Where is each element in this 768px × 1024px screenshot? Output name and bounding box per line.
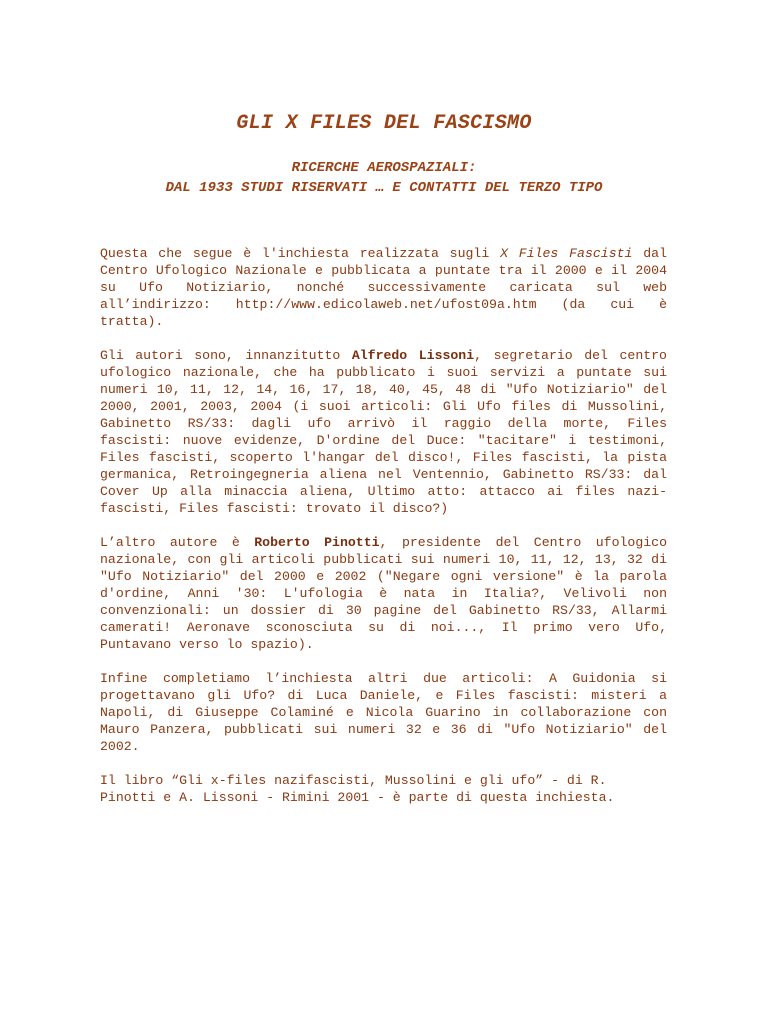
paragraph-author-lissoni [100, 347, 667, 517]
paragraph-book: Il libro “Gli x-files nazifascisti, Mussolini e gli ufo” - di R. Pinotti e A. Lissoni - Rimini 2001 - è parte di questa inchiesta. [100, 773, 615, 805]
paragraph-intro [100, 245, 667, 330]
paragraph-text: , segretario del centro ufologico nazionale, che ha pubblicato i suoi servizi a puntate sui numeri 10, 11, 12, 14, 16, 17, 18, 40, 45, 48 di "Ufo Notiziario" del 2000, 2001, 2003, 2004 (i suoi articoli: Gli Ufo files di Mussolini, Gabinetto RS/33: dagli ufo arrivò il raggio della morte, Files fascisti: nuove evidenze, D'ordine del Duce: "tacitare" i testimoni, Files fascisti, scoperto l'hangar del disco!, Files fascisti, la pista germanica, Retroingegneria aliena nel Ventennio, Gabinetto RS/33: dal Cover Up alla minaccia aliena, Ultimo atto: attacco ai files nazi-fascisti, Files fascisti: trovato il disco?) [100, 348, 667, 516]
paragraph-other-articles: Infine completiamo l’inchiesta altri due articoli: A Guidonia si progettavano gli Ufo? di Luca Daniele, e Files fascisti: misteri a Napoli, di Giuseppe Colaminé e Nicola Guarino in collaborazione con Mauro Panzera, pubblicati sui numeri 32 e 36 di "Ufo Notiziario" del 2002. [100, 671, 667, 754]
emphasis-text: X Files Fascisti [500, 246, 633, 261]
document-subtitle-line1: RICERCHE AEROSPAZIALI: [291, 160, 477, 176]
document-title: GLI X FILES DEL FASCISMO [236, 112, 532, 135]
document-subtitle-line2: DAL 1933 STUDI RISERVATI … E CONTATTI DEL TERZO TIPO [165, 180, 603, 196]
paragraph-text: Questa che segue è l'inchiesta realizzata sugli [100, 246, 501, 261]
document-body [100, 245, 667, 823]
paragraph-text: , presidente del Centro ufologico nazionale, con gli articoli pubblicati sui numeri 10, 11, 12, 13, 32 di "Ufo Notiziario" del 2000 e 2002 ("Negare ogni versione" è la parola d'ordine, Anni '30: L'ufologia è nata in Italia?, Velivoli non convenzionali: un dossier di 30 pagine del Gabinetto RS/33, Allarmi camerati! Aeronave sconosciuta su di noi..., Il primo vero Ufo, Puntavano verso lo spazio). [100, 535, 667, 652]
paragraph-text: Gli autori sono, innanzitutto [100, 348, 352, 363]
paragraph-text: dal Centro Ufologico Nazionale e pubblicata a puntate tra il 2000 e il 2004 su Ufo Notiziario, nonché successivamente caricata sul web all’indirizzo: http://www.edicolaweb.net/ufost09a.htm (da cui è tratta). [100, 246, 667, 329]
paragraph-text: L’altro autore è [100, 535, 255, 550]
author-name: Roberto Pinotti [254, 535, 380, 550]
author-name: Alfredo Lissoni [351, 348, 475, 363]
paragraph-author-pinotti [100, 534, 667, 653]
